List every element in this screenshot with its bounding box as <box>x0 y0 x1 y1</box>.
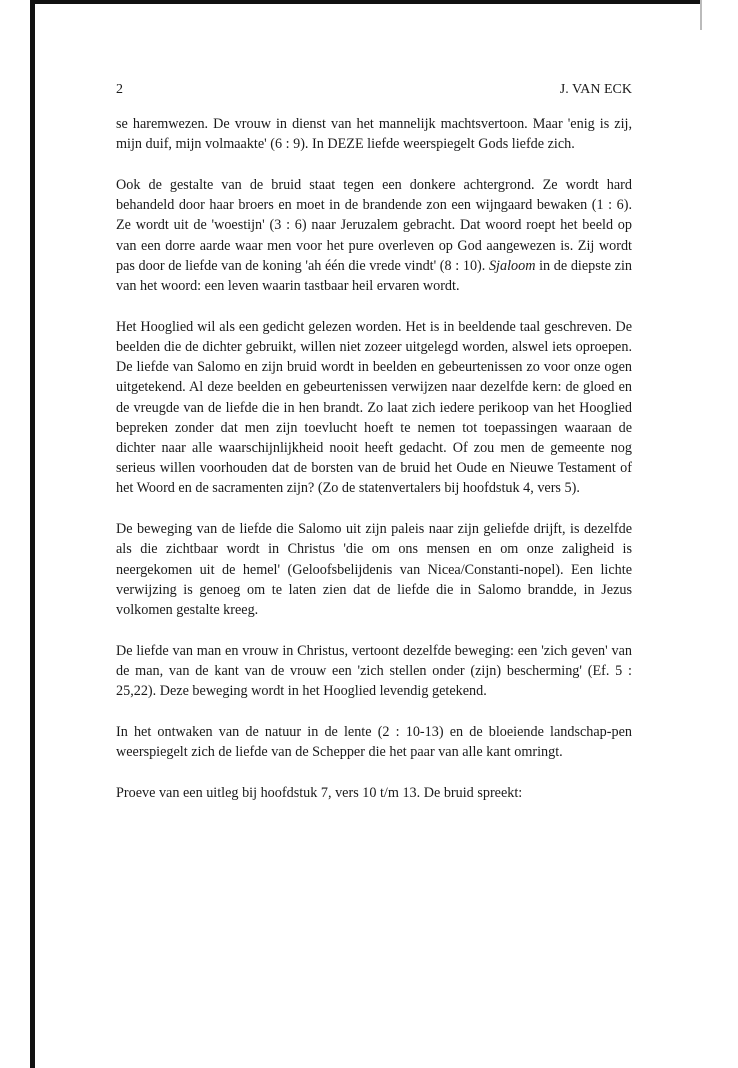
paragraph-2-italic-sjaloom: Sjaloom <box>488 257 536 274</box>
page-number: 2 <box>116 82 123 97</box>
paragraph-1: se haremwezen. De vrouw in dienst van het mannelijk machtsvertoon. Maar 'enig is zij, mijn duif, mijn volmaakte' (6 : 9). In DEZE liefde weerspiegelt Gods liefde zich. <box>116 116 632 153</box>
scan-border-top <box>30 0 702 4</box>
paragraph-4: De beweging van de liefde die Salomo uit zijn paleis naar zijn geliefde drijft, is dezelfde als die zichtbaar wordt in Christus 'die om ons mensen en om onze zaligheid is neergekomen uit de hemel' (Geloofsbelijdenis van Nicea/Constanti-nopel). Een lichte verwijzing is genoeg om te laten zien dat de liefde die in Salomo brandde, in Jezus volkomen gestalte kreeg. <box>116 521 632 619</box>
paragraph-6: In het ontwaken van de natuur in de lente (2 : 10-13) en de bloeiende landschap-pen weerspiegelt zich de liefde van de Schepper die het paar van alle kant omringt. <box>116 724 632 761</box>
paragraph-2-text-after: in de diepste zin van het woord: een leven waarin tastbaar heil ervaren wordt. <box>116 257 632 295</box>
author-name: J. VAN ECK <box>559 82 632 97</box>
paragraph-3: Het Hooglied wil als een gedicht gelezen worden. Het is in beeldende taal geschreven. De beelden die de dichter gebruikt, willen niet zozeer uitgelegd worden, alswel iets oproepen. De liefde van Salomo en zijn bruid wordt in beelden en gebeurtenissen zo voor onze ogen uitgetekend. Al deze beelden en gebeurtenissen verwijzen naar dezelfde kern: de gloed en de vreugde van de liefde die in hen brandt. Zo laat zich iedere perikoop van het Hooglied bepreken zonder dat men zijn toevlucht hoeft te nemen tot toepassingen waaraan de dichter naar alle waarschijnlijkheid nooit heeft gedacht. Of zou men de gemeente nog serieus willen voorhouden dat de borsten van de bruid het Oude en Nieuwe Testament of het Woord en de sacramenten zijn? (Zo de statenvertalers bij hoofdstuk 4, vers 5). <box>116 318 632 497</box>
scan-edge-right <box>700 0 702 30</box>
paragraph-5: De liefde van man en vrouw in Christus, vertoont dezelfde beweging: een 'zich geven' van de man, van de kant van de vrouw een 'zich stellen onder (zijn) bescherming' (Ef. 5 : 25,22). Deze beweging wordt in het Hooglied levendig getekend. <box>116 642 632 700</box>
running-head <box>116 80 632 100</box>
scan-border-left <box>30 0 35 1068</box>
paragraph-2 <box>116 175 632 296</box>
paragraph-7: Proeve van een uitleg bij hoofdstuk 7, vers 10 t/m 13. De bruid spreekt: <box>116 785 523 802</box>
paragraph-2-text-before: Ook de gestalte van de bruid staat tegen een donkere achtergrond. Ze wordt hard behandeld door haar broers en moet in de brandende zon een wijngaard bewaken (1 : 6). Ze wordt uit de 'woestijn' (3 : 6) naar Jeruzalem gebracht. Dat woord roept het beeld op van een dorre aarde waar men voor het pure overleven op God aangewezen is. Zij wordt pas door de liefde van de koning 'ah één die vrede vindt' (8 : 10). <box>116 177 632 274</box>
document-page <box>116 80 632 824</box>
